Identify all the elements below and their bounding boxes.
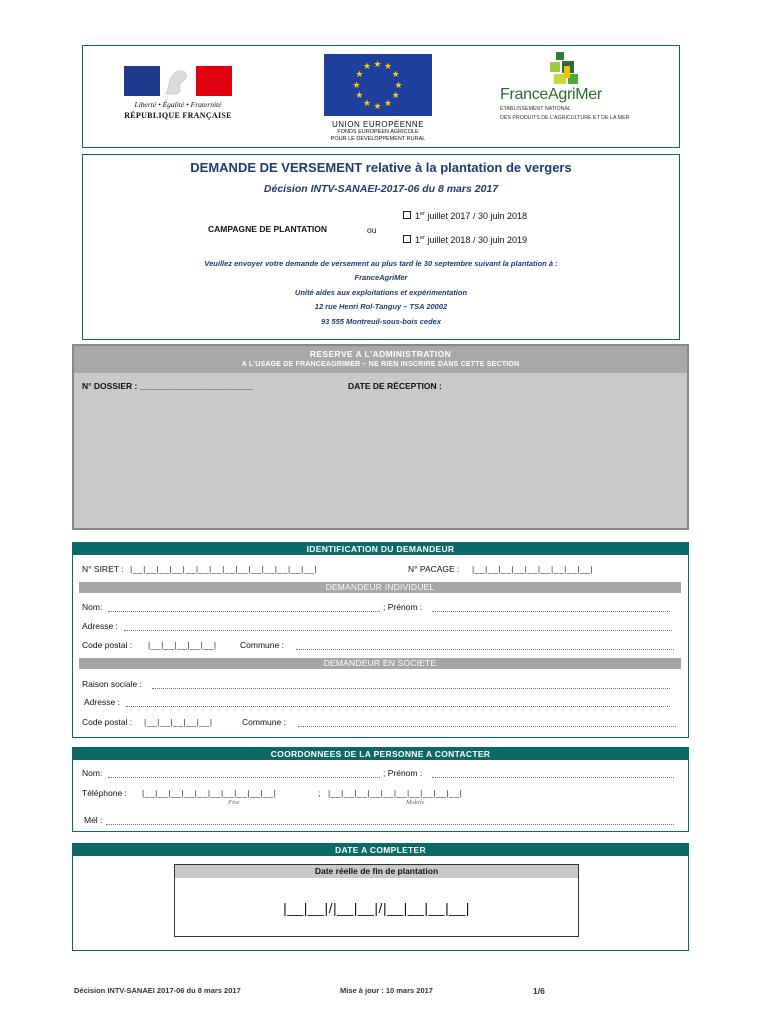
commune-societe-input[interactable] bbox=[298, 717, 676, 727]
campagne-option-2017[interactable]: 1er juillet 2017 / 30 juin 2018 bbox=[403, 211, 527, 221]
address-line-2: Unité aides aux exploitations et expérimentation bbox=[294, 288, 468, 297]
mel-input[interactable] bbox=[106, 815, 674, 825]
eu-star-icon: ★ bbox=[373, 58, 382, 69]
pacage-input[interactable]: |__|__|__|__|__|__|__|__|__| bbox=[472, 564, 594, 574]
eu-sub-1: FONDS EUROPEEN AGRICOLE bbox=[337, 129, 419, 135]
telephone-mobile-input[interactable]: |__|__|__|__|__|__|__|__|__|__| bbox=[328, 788, 463, 798]
fam-sub-1: ÉTABLISSEMENT NATIONAL bbox=[500, 106, 571, 112]
franceagrimer-logo bbox=[500, 52, 660, 121]
admin-area bbox=[74, 373, 687, 528]
code-postal-societe-input[interactable]: |__|__|__|__|__| bbox=[144, 717, 213, 727]
contact-heading: COORDONNEES DE LA PERSONNE A CONTACTER bbox=[73, 748, 688, 760]
adresse-societe-label: Adresse : bbox=[84, 697, 120, 707]
individuel-heading: DEMANDEUR INDIVIDUEL bbox=[79, 582, 681, 593]
address-line-1: FranceAgriMer bbox=[354, 273, 408, 282]
footer-update: Mise à jour : 10 mars 2017 bbox=[340, 986, 433, 995]
siret-input[interactable]: |__|__|__|__|__|__|__|__|__|__|__|__|__|__| bbox=[130, 564, 317, 574]
eu-star-icon: ★ bbox=[355, 69, 364, 79]
telephone-label: Téléphone : bbox=[82, 788, 127, 798]
fixe-caption: Fixe bbox=[228, 799, 240, 806]
republique-francaise-logo bbox=[124, 66, 232, 120]
fam-sub-2: DES PRODUITS DE L'AGRICULTURE ET DE LA MER bbox=[500, 114, 630, 121]
checkbox[interactable] bbox=[403, 235, 411, 243]
campagne-option-2018[interactable]: 1er juillet 2018 / 30 juin 2019 bbox=[403, 235, 527, 245]
address-line-3: 12 rue Henri Rol-Tanguy – TSA 20002 bbox=[314, 302, 448, 311]
commune-societe-label: Commune : bbox=[242, 717, 286, 727]
franceagrimer-mark-icon bbox=[546, 52, 586, 86]
instruction-text: Veuillez envoyer votre demande de versement au plus tard le 30 septembre suivant la plantation à : bbox=[204, 259, 558, 268]
eu-star-icon: ★ bbox=[394, 79, 403, 90]
adresse-label: Adresse : bbox=[82, 621, 118, 631]
contact-prenom-input[interactable] bbox=[432, 768, 674, 778]
societe-heading: DEMANDEUR EN SOCIETE bbox=[79, 658, 681, 669]
eu-name: UNION EUROPÉENNE bbox=[331, 120, 424, 129]
rf-name: RÉPUBLIQUE FRANÇAISE bbox=[124, 111, 232, 120]
prenom-input[interactable] bbox=[432, 602, 670, 612]
eu-star-icon: ★ bbox=[373, 100, 382, 111]
siret-label: N° SIRET : bbox=[82, 564, 124, 574]
rf-motto: Liberté • Égalité • Fraternité bbox=[134, 100, 222, 109]
decision-subtitle: Décision INTV-SANAEI-2017-06 du 8 mars 2017 bbox=[263, 183, 499, 195]
mobile-caption: Mobile bbox=[406, 799, 425, 806]
eu-star-icon: ★ bbox=[384, 97, 393, 108]
nom-label: Nom: bbox=[82, 602, 103, 612]
eu-star-icon: ★ bbox=[391, 90, 400, 100]
nom-input[interactable] bbox=[108, 602, 380, 612]
pacage-label: N° PACAGE : bbox=[408, 564, 460, 574]
date-box-label: Date réelle de fin de plantation bbox=[175, 865, 578, 878]
page-number: 1/6 bbox=[533, 986, 545, 996]
eu-star-icon: ★ bbox=[363, 61, 372, 72]
raison-sociale-label: Raison sociale : bbox=[82, 679, 143, 689]
eu-star-icon: ★ bbox=[384, 61, 393, 72]
code-postal-societe-label: Code postal : bbox=[82, 717, 133, 727]
eu-star-icon: ★ bbox=[363, 97, 372, 108]
raison-sociale-input[interactable] bbox=[152, 679, 670, 689]
code-postal-label: Code postal : bbox=[82, 640, 133, 650]
date-heading: DATE A COMPLETER bbox=[73, 844, 688, 856]
commune-input[interactable] bbox=[296, 640, 674, 650]
adresse-societe-input[interactable] bbox=[126, 697, 670, 707]
eu-star-icon: ★ bbox=[355, 90, 364, 100]
admin-heading: RESERVE A L'ADMINISTRATION bbox=[309, 349, 452, 359]
title-frame bbox=[82, 154, 680, 340]
mel-label: Mél : bbox=[84, 815, 103, 825]
adresse-input[interactable] bbox=[124, 621, 672, 631]
address-line-4: 93 555 Montreuil-sous-bois cedex bbox=[320, 317, 442, 326]
prenom-label: ; Prénom : bbox=[383, 602, 423, 612]
commune-label: Commune : bbox=[240, 640, 284, 650]
fam-name: FranceAgriMer bbox=[500, 86, 602, 103]
eu-flag-icon bbox=[324, 54, 432, 116]
identification-heading: IDENTIFICATION DU DEMANDEUR bbox=[73, 543, 688, 555]
date-fin-plantation-input[interactable]: |__|__|/|__|__|/|__|__|__|__| bbox=[283, 900, 470, 916]
telephone-fixe-input[interactable]: |__|__|__|__|__|__|__|__|__|__| bbox=[142, 788, 277, 798]
admin-subheading: A L'USAGE DE FRANCEAGRIMER – NE RIEN INSCRIRE DANS CETTE SECTION bbox=[241, 361, 520, 368]
page-title: DEMANDE DE VERSEMENT relative à la plantation de vergers bbox=[190, 160, 572, 175]
contact-prenom-label: ; Prénom : bbox=[383, 768, 423, 778]
contact-nom-input[interactable] bbox=[108, 768, 380, 778]
code-postal-input[interactable]: |__|__|__|__|__| bbox=[148, 640, 217, 650]
checkbox[interactable] bbox=[403, 211, 411, 219]
campagne-label: CAMPAGNE DE PLANTATION bbox=[208, 224, 327, 234]
telephone-separator: ; bbox=[318, 788, 321, 798]
ou-label: ou bbox=[367, 225, 377, 235]
marianne-flag-icon bbox=[124, 66, 232, 96]
contact-nom-label: Nom: bbox=[82, 768, 103, 778]
union-europeenne-logo bbox=[324, 54, 432, 142]
reception-field: DATE DE RÉCEPTION : bbox=[348, 381, 442, 391]
dossier-field: N° DOSSIER : ________________________ bbox=[82, 381, 254, 391]
footer-decision: Décision INTV-SANAEI 2017-06 du 8 mars 2017 bbox=[74, 986, 241, 995]
eu-sub-2: POUR LE DEVELOPPEMENT RURAL bbox=[330, 135, 426, 142]
eu-star-icon: ★ bbox=[352, 79, 361, 90]
eu-star-icon: ★ bbox=[391, 69, 400, 79]
